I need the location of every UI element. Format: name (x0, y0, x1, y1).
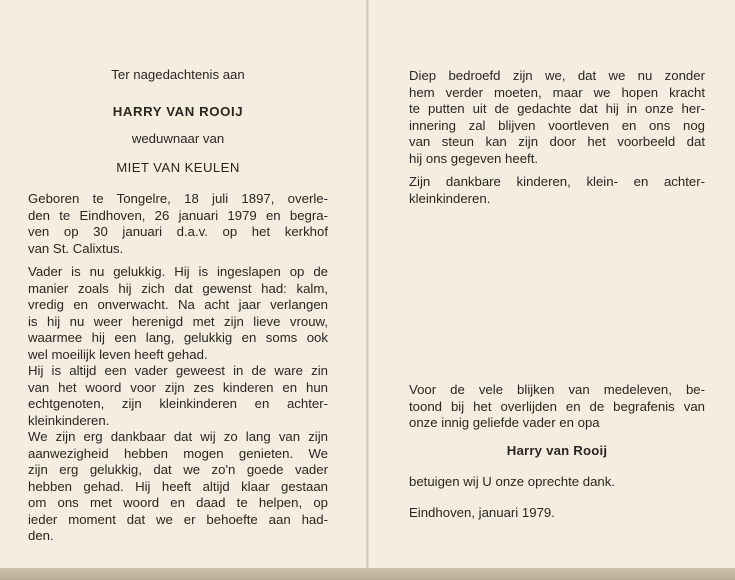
signature-name: Harry van Rooij (506, 443, 608, 458)
text-line: van het woord voor zijn zes kinderen en hun (28, 379, 328, 395)
text-line: den. (28, 528, 54, 543)
text-line: zijn erg gelukkig, dat we zo'n goede vader (28, 462, 328, 477)
text-line: aanwezigheid hebben mogen genieten. We (28, 445, 328, 461)
text-line: vredig en onverwacht. Na acht jaar verlangen (28, 297, 328, 312)
text-line: om ons met woord en daad te helpen, op (28, 495, 328, 510)
text-line: hem verder moeten, maar we hopen kracht (409, 84, 705, 100)
text-line: Vader is nu gelukkig. Hij is ingeslapen op de (28, 264, 328, 279)
text-line: ven op 30 januari d.a.v. op het kerkhof (28, 224, 328, 239)
text-line: toond bij het overlijden en de begrafenis van (409, 398, 705, 414)
text-line: den te Eindhoven, 26 januari 1979 en begra- (28, 207, 328, 223)
text-line: kleinkinderen. (28, 412, 110, 428)
spouse-name: MIET VAN KEULEN (116, 160, 240, 175)
center-fold (366, 0, 369, 580)
text-line: kleinkinderen. (409, 190, 491, 206)
text-line: van St. Calixtus. (28, 240, 124, 256)
text-line: waarmee hij een lang, gelukkig en soms ook (28, 330, 328, 345)
text-line: Hij is altijd een vader geweest in de ware zin (28, 363, 328, 378)
thanks-paragraph (409, 382, 705, 432)
text-line: Diep bedroefd zijn we, dat we nu zonder (409, 68, 705, 83)
text-line: te putten uit de gedachte dat hij in onze her- (409, 101, 705, 116)
text-line: hij ons gegeven heeft. (409, 150, 539, 166)
deceased-name: HARRY VAN ROOIJ (112, 104, 244, 119)
tribute-paragraph (28, 264, 328, 545)
text-line: echtgenoten, zijn kleinkinderen en achter- (28, 396, 328, 411)
text-line: Zijn dankbare kinderen, klein- en achter- (409, 174, 705, 189)
birth-death-paragraph (28, 191, 328, 257)
text-line: manier zoals hij zich dat gewenst had: kalm, (28, 280, 328, 296)
gratitude-text: betuigen wij U onze oprechte dank. (409, 474, 616, 489)
text-line: hebben gehad. Hij heeft altijd klaar gestaan (28, 478, 328, 494)
children-paragraph (409, 174, 705, 207)
text-line: ieder moment dat we er behoefte aan had- (28, 511, 328, 527)
text-line: onze innig geliefde vader en opa (409, 415, 600, 430)
text-line: wel moeilijk leven heeft gehad. (28, 346, 208, 362)
text-line: innering zal blijven voortleven en ons nog (409, 117, 705, 133)
text-line: Voor de vele blijken van medeleven, be- (409, 382, 705, 397)
grief-paragraph (409, 68, 705, 167)
place-date: Eindhoven, januari 1979. (409, 505, 555, 520)
text-line: We zijn erg dankbaar dat wij zo lang van zijn (28, 429, 328, 444)
text-line: is hij nu weer herenigd met zijn lieve vrouw, (28, 313, 328, 329)
intro-text: Ter nagedachtenis aan (111, 67, 245, 82)
text-line: van steun kan zijn door het voorbeeld dat (409, 134, 705, 149)
relation-text: weduwnaar van (131, 131, 225, 146)
text-line: Geboren te Tongelre, 18 juli 1897, overle- (28, 191, 328, 206)
card-bottom-edge (0, 568, 735, 580)
